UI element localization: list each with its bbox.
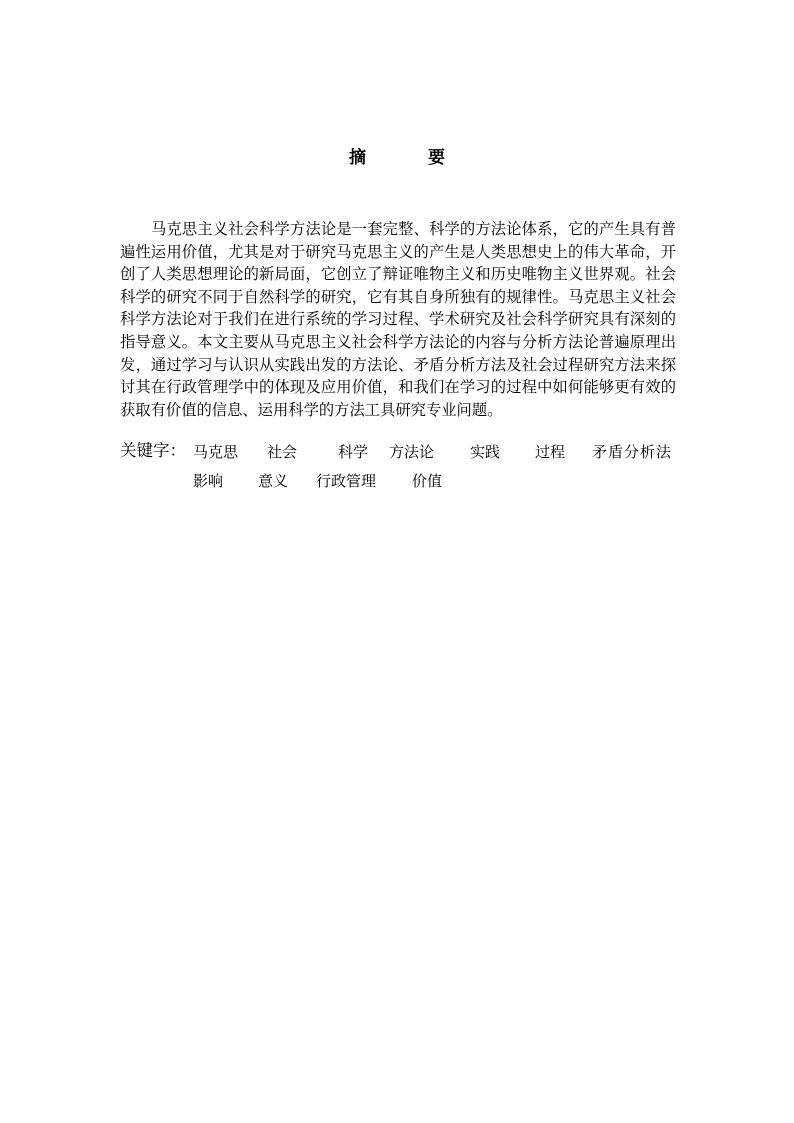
- keywords-label: 关键字：: [120, 441, 186, 460]
- keyword-item: 科学: [338, 443, 369, 461]
- keyword-item: 行政管理: [316, 472, 377, 490]
- keyword-item: 意义: [258, 472, 289, 490]
- page-title: 摘 要: [349, 148, 473, 168]
- keyword-item: 过程: [535, 443, 566, 461]
- keyword-item: 影响: [193, 472, 224, 490]
- keyword-item: 价值: [412, 472, 443, 490]
- keyword-item: 实践: [470, 443, 501, 461]
- abstract-paragraph: 马克思主义社会科学方法论是一套完整、科学的方法论体系，它的产生具有普遍性运用价值，尤其是对于研究马克思主义的产生是人类思想史上的伟大革命，开创了人类思想理论的新局面，它创立了辩证唯物主义和历史唯物主义世界观。社会科学的研究不同于自然科学的研究，它有其自身所独有的规律性。马克思主义社会科学方法论对于我们在进行系统的学习过程、学术研究及社会科学研究具有深刻的指导意义。本文主要从马克思主义社会科学方法论的内容与分析方法论普遍原理出发，通过学习与认识从实践出发的方法论、矛盾分析方法及社会过程研究方法来探讨其在行政管理学中的体现及应用价值，和我们在学习的过程中如何能够更有效的获取有价值的信息、运用科学的方法工具研究专业问题。: [120, 220, 676, 419]
- keyword-item: 矛盾分析法: [592, 443, 673, 461]
- keyword-item: 方法论: [389, 443, 435, 461]
- keyword-item: 马克思: [193, 443, 239, 461]
- keyword-item: 社会: [267, 443, 298, 461]
